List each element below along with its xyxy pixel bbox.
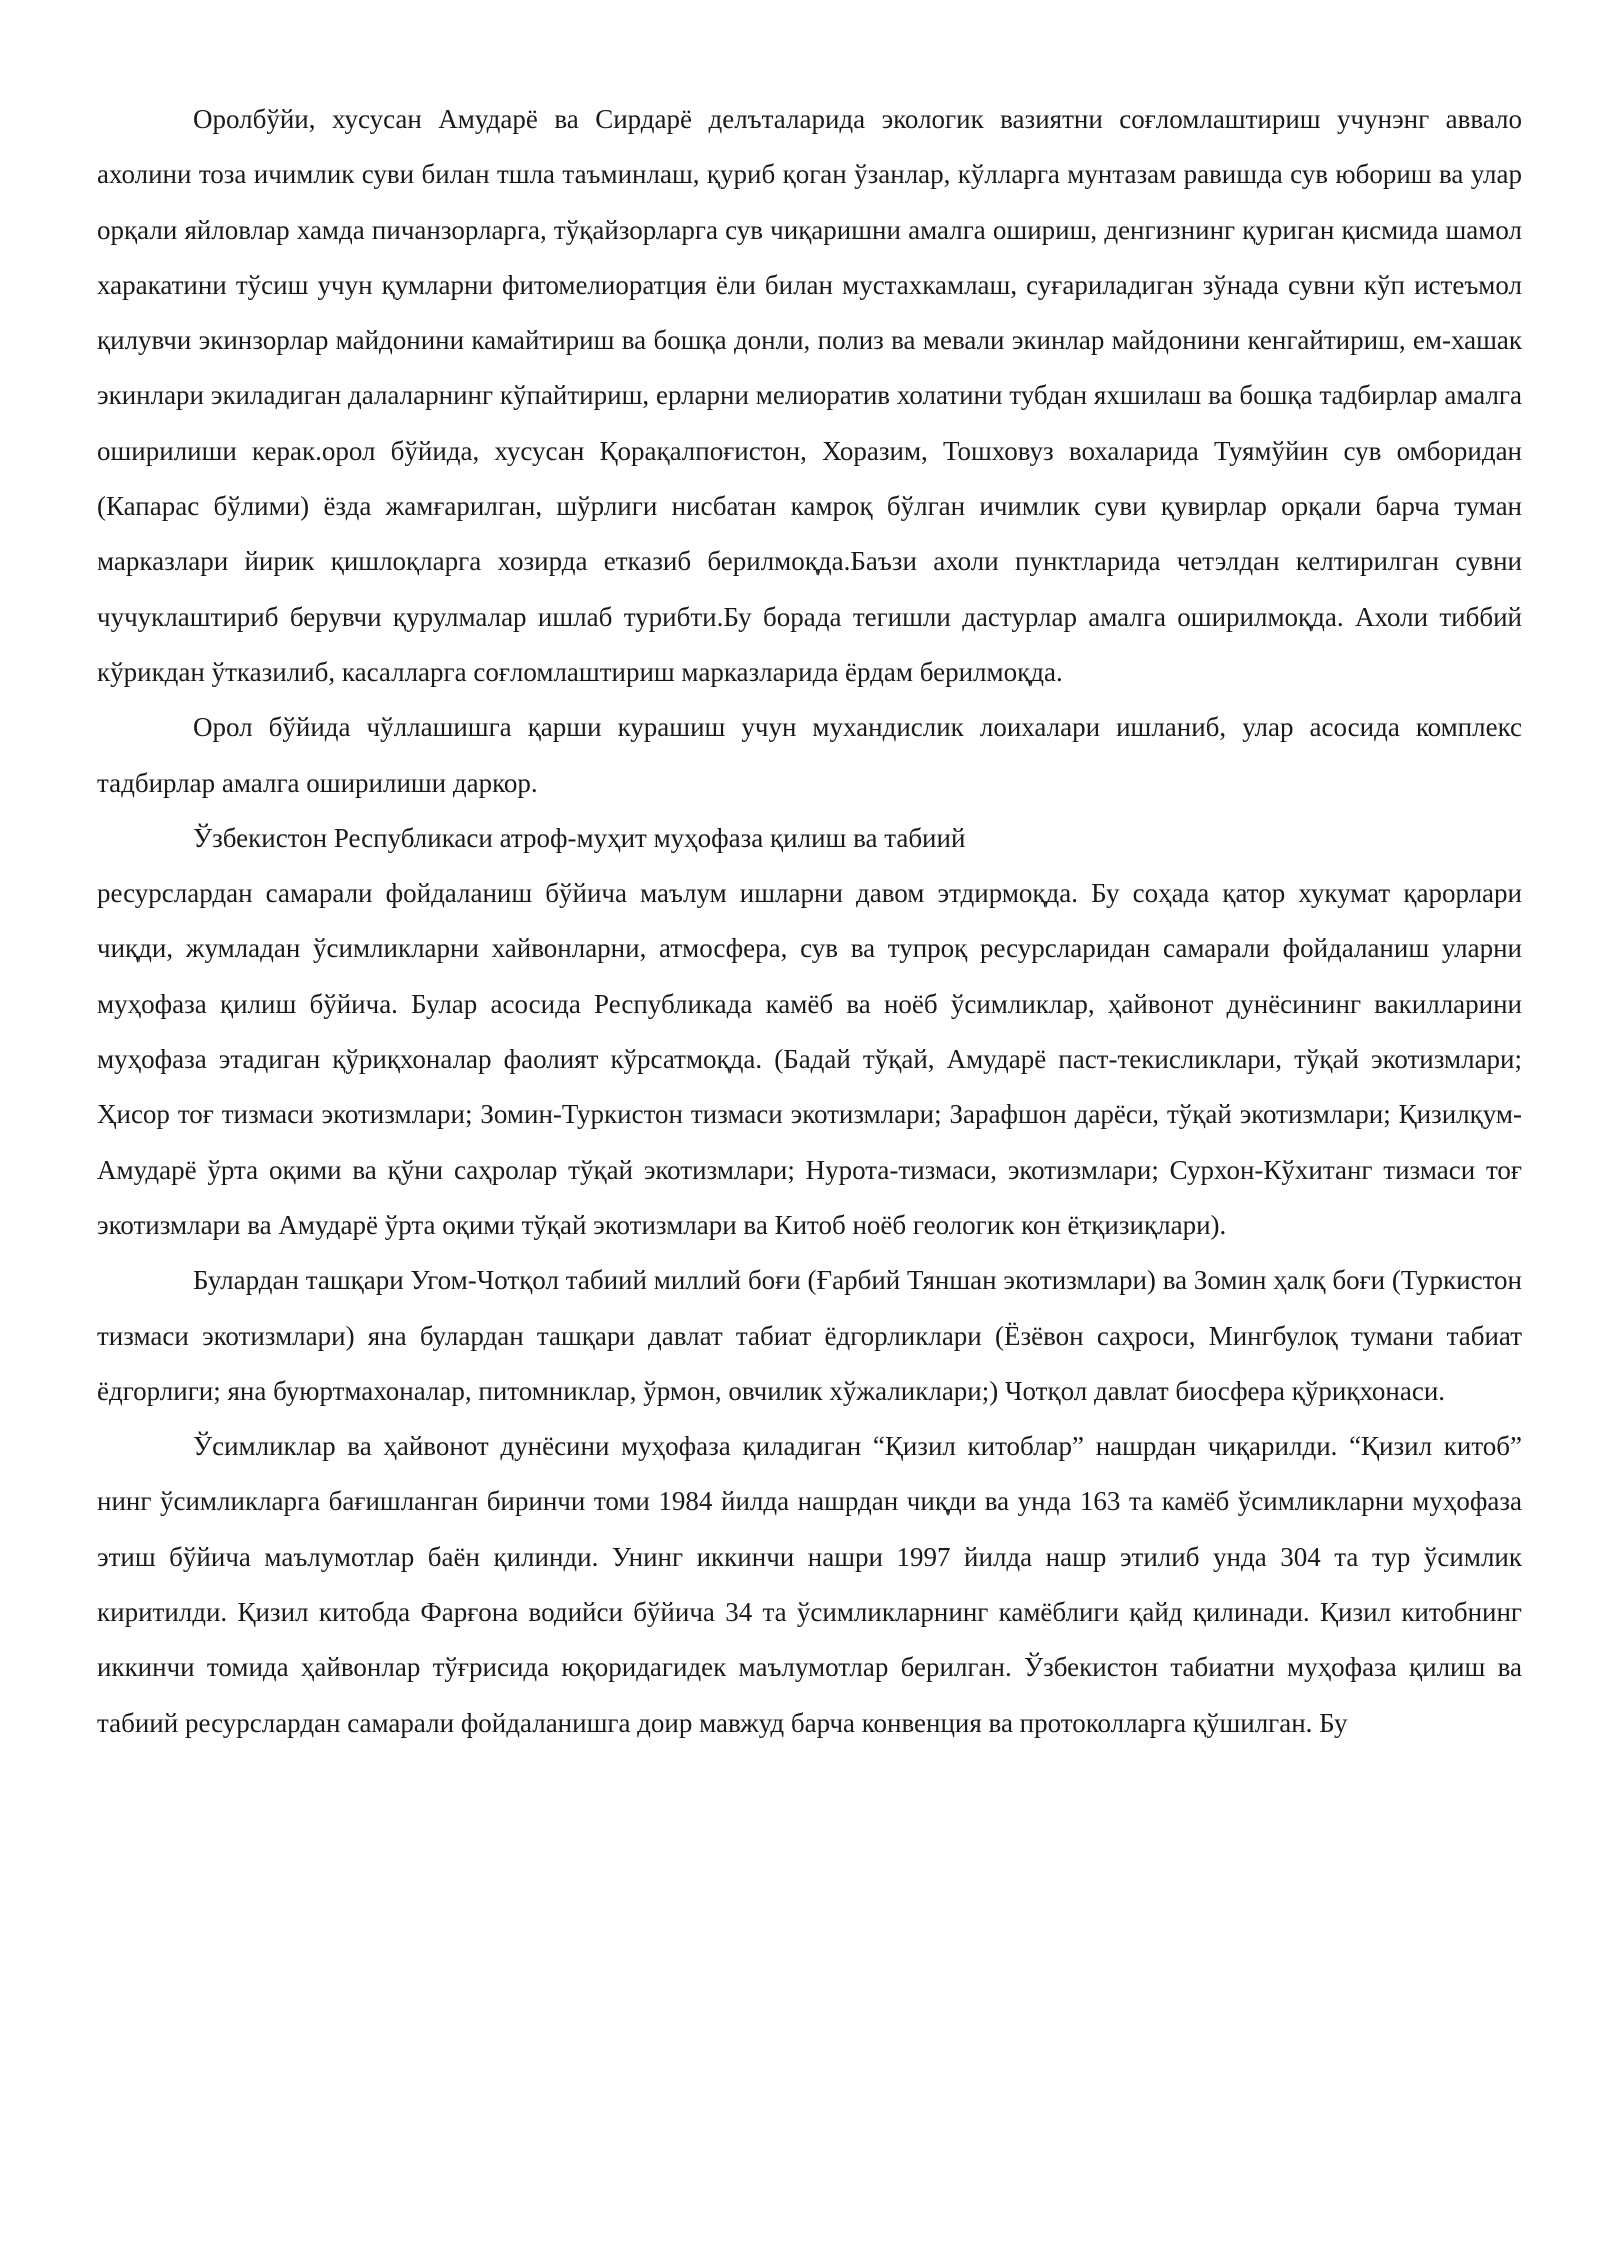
paragraph-desertification: Орол бўйида чўллашишга қарши курашиш учун мухандислик лоихалари ишланиб, улар асосида комплекс тадбирлар амалга оширилиши даркор. (97, 712, 1522, 798)
paragraph-uzbekistan-intro: Ўзбекистон Республикаси атроф-муҳит муҳофаза қилиш ва табиий (193, 822, 966, 853)
paragraph-nature-reserves: ресурслардан самарали фойдаланиш бўйича маълум ишларни давом этдирмоқда. Бу соҳада қатор хукумат қарорлари чиқди, жумладан ўсимликларни хайвонларни, атмосфера, сув ва тупроқ ресурсларидан самарали фойдаланиш уларни муҳофаза қилиш бўйича. Булар асосида Республикада камёб ва ноёб ўсимликлар, ҳайвонот дунёсининг вакилларини муҳофаза этадиган қўриқхоналар фаолият кўрсатмоқда. (Бадай тўқай, Амударё паст-текисликлари, тўқай экотизмлари; Ҳисор тоғ тизмаси экотизмлари; Зомин-Туркистон тизмаси экотизмлари; Зарафшон дарёси, тўқай экотизмлари; Қизилқум-Амударё ўрта оқими ва қўни саҳролар тўқай экотизмлари; Нурота-тизмаси, экотизмлари; Сурхон-Кўхитанг тизмаси тоғ экотизмлари ва Амударё ўрта оқими тўқай экотизмлари ва Китоб ноёб геологик кон ётқизиқлари). (97, 878, 1522, 1240)
paragraph-aral-region: Оролбўйи, хусусан Амударё ва Сирдарё делъталарида экологик вазиятни соғломлаштириш учунэнг аввало ахолини тоза ичимлик суви билан тшла таъминлаш, қуриб қоган ўзанлар, кўлларга мунтазам равишда сув юбориш ва улар орқали яйловлар хамда пичанзорларга, тўқайзорларга сув чиқаришни амалга ошириш, денгизнинг қуриган қисмида шамол харакатини тўсиш учун қумларни фитомелиоратция ёли билан мустахкамлаш, суғариладиган зўнада сувни кўп истеъмол қилувчи экинзорлар майдонини камайтириш ва бошқа донли, полиз ва мевали экинлар майдонини кенгайтириш, ем-хашак экинлари экиладиган далаларнинг кўпайтириш, ерларни мелиоратив холатини тубдан яхшилаш ва бошқа тадбирлар амалга оширилиши керак.орол бўйида, хусусан Қорақалпоғистон, Хоразим, Тошховуз вохаларида Туямўйин сув омборидан (Капарас бўлими) ёзда жамғарилган, шўрлиги нисбатан камроқ бўлган ичимлик суви қувирлар орқали барча туман марказлари йирик қишлоқларга хозирда етказиб берилмоқда.Баъзи ахоли пунктларида четэлдан келтирилган сувни чучуклаштириб берувчи қурулмалар ишлаб турибти.Бу борада тегишли дастурлар амалга оширилмоқда. Ахоли тиббий кўрикдан ўтказилиб, касалларга соғломлаштириш марказларида ёрдам берилмоқда. (97, 104, 1522, 687)
paragraph-red-book: Ўсимликлар ва ҳайвонот дунёсини муҳофаза қиладиган “Қизил китоблар” нашрдан чиқарилди. “Қизил китоб” нинг ўсимликларга бағишланган биринчи томи 1984 йилда нашрдан чиқди ва унда 163 та камёб ўсимликларни муҳофаза этиш бўйича маълумотлар баён қилинди. Унинг иккинчи нашри 1997 йилда нашр этилиб унда 304 та тур ўсимлик киритилди. Қизил китобда Фарғона водийси бўйича 34 та ўсимликларнинг камёблиги қайд қилинади. Қизил китобнинг иккинчи томида ҳайвонлар тўғрисида юқоридагидек маълумотлар берилган. Ўзбекистон табиатни муҳофаза қилиш ва табиий ресурслардан самарали фойдаланишга доир мавжуд барча конвенция ва протоколларга қўшилган. Бу (97, 1431, 1522, 1738)
paragraph-national-parks: Булардан ташқари Угом-Чотқол табиий миллий боғи (Ғарбий Тяншан экотизмлари) ва Зомин ҳалқ боғи (Туркистон тизмаси экотизмлари) яна булардан ташқари давлат табиат ёдгорликлари (Ёзёвон саҳроси, Мингбулоқ тумани табиат ёдгорлиги; яна буюртмахоналар, питомниклар, ўрмон, овчилик хўжаликлари;) Чотқол давлат биосфера қўриқхонаси. (97, 1265, 1522, 1406)
document-page (97, 92, 1522, 1751)
